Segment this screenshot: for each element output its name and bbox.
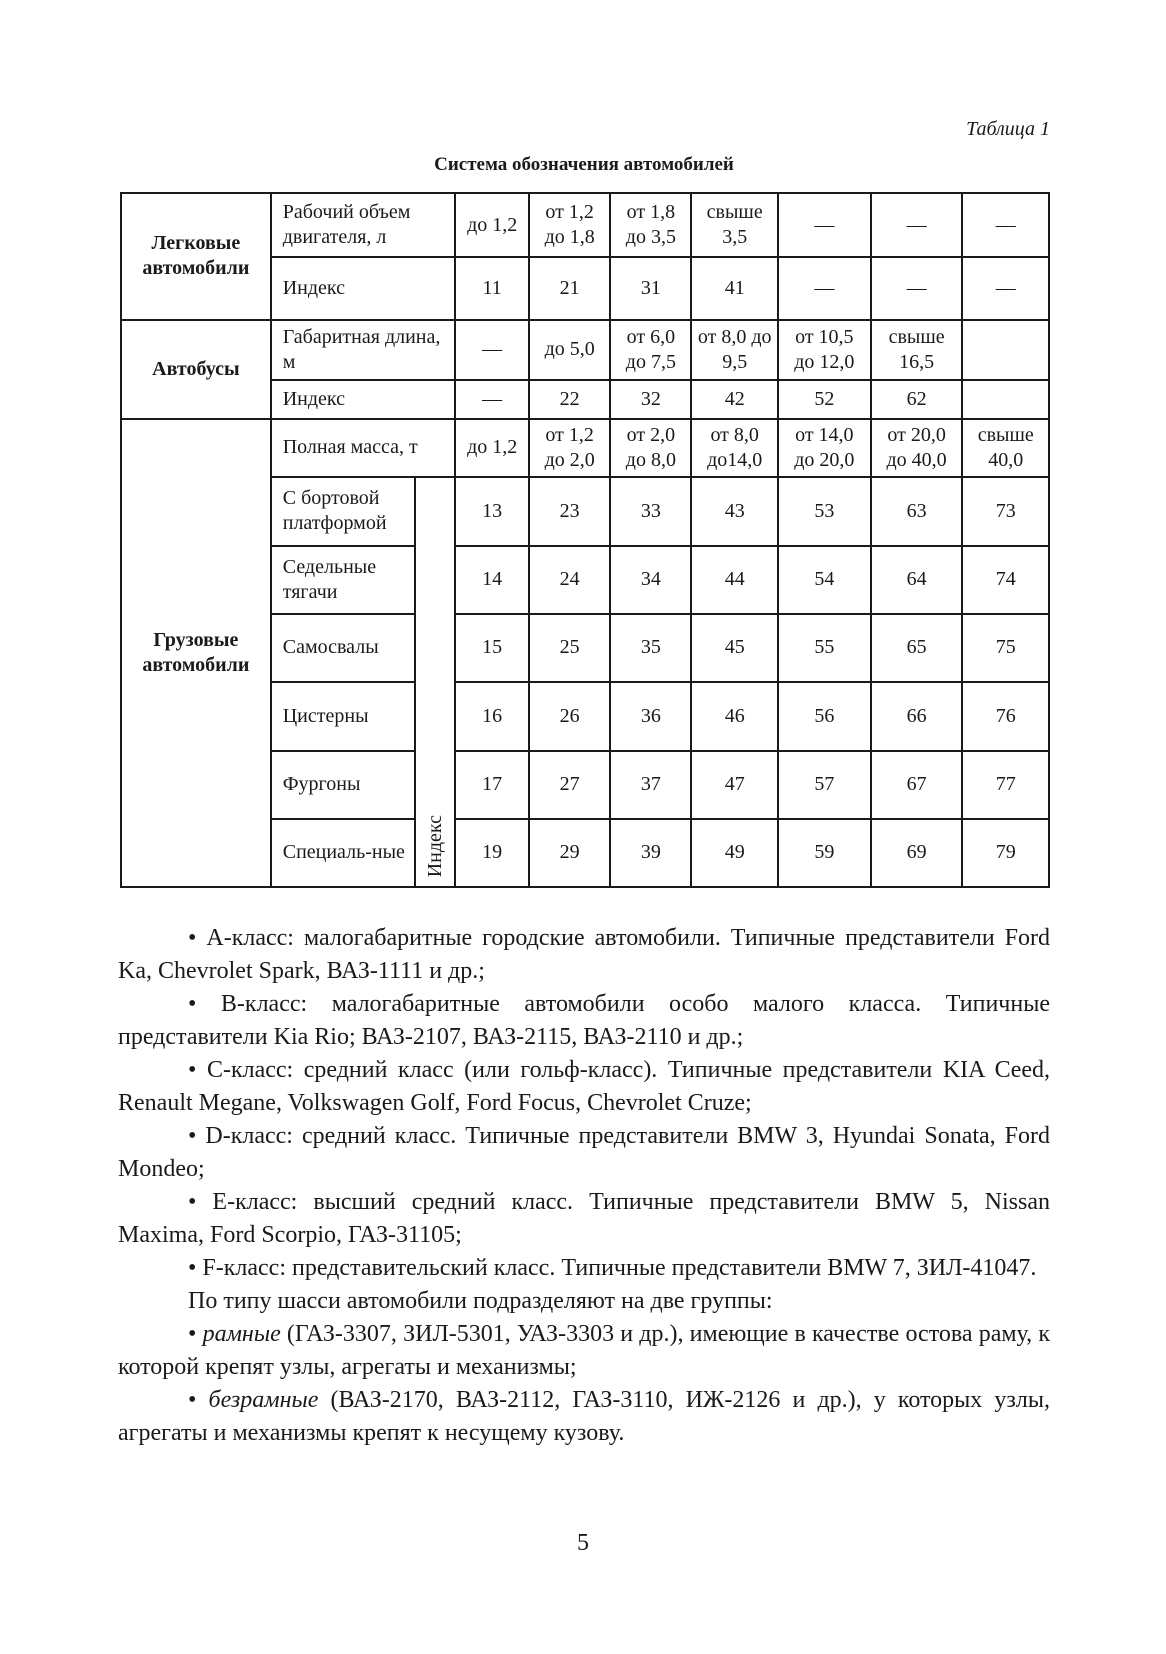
table-cell: 42 [691, 380, 777, 419]
table-cell: — [455, 320, 529, 380]
category-cars: Легковые автомобили [121, 193, 271, 320]
paragraph-frameless-text: (ВАЗ-2170, ВАЗ-2112, ГАЗ-3110, ИЖ-2126 и др.), у которых узлы, агрегаты и механизмы крепят к несущему кузову. [118, 1387, 1050, 1446]
table-cell: 15 [455, 614, 529, 682]
category-buses: Автобусы [121, 320, 271, 419]
table-cell: 34 [610, 546, 691, 614]
table-cell: 77 [962, 751, 1049, 819]
table-cell: 56 [778, 682, 871, 751]
paragraph-frameless [118, 1384, 1050, 1450]
table-cell: 37 [610, 751, 691, 819]
paragraph-class-a: • А-класс: малогабаритные городские автомобили. Типичные представители Ford Ka, Chevrolet Spark, ВАЗ-1111 и др.; [118, 925, 1050, 984]
table-cell: от 10,5 до 12,0 [778, 320, 871, 380]
bullet: • [188, 1321, 203, 1347]
page-number: 5 [577, 1530, 589, 1556]
table-cell: 76 [962, 682, 1049, 751]
param-cell: Седельные тягачи [271, 546, 415, 614]
param-cell: Индекс [271, 257, 456, 320]
table-cell: 29 [529, 819, 610, 887]
index-vertical-cell [415, 477, 455, 887]
table-cell: 74 [962, 546, 1049, 614]
table-cell: — [778, 257, 871, 320]
table-cell: 47 [691, 751, 777, 819]
table-cell: 69 [871, 819, 963, 887]
table-cell: 24 [529, 546, 610, 614]
table-title: Система обозначения автомобилей [434, 154, 734, 175]
paragraph-class-c: • С-класс: средний класс (или гольф-класс). Типичные представители KIA Ceed, Renault Megane, Volkswagen Golf, Ford Focus, Chevrolet Cruze; [118, 1057, 1050, 1116]
bullet: • [188, 1387, 209, 1413]
table-cell: 33 [610, 477, 691, 545]
paragraph-class-d: • D-класс: средний класс. Типичные представители BMW 3, Hyundai Sonata, Ford Mondeo; [118, 1123, 1050, 1182]
table-cell: от 1,2 до 2,0 [529, 419, 610, 478]
table-cell: 75 [962, 614, 1049, 682]
table-cell: от 8,0 до14,0 [691, 419, 777, 478]
param-cell: Самосвалы [271, 614, 415, 682]
table-cell: 27 [529, 751, 610, 819]
table-cell: 25 [529, 614, 610, 682]
table-cell: 31 [610, 257, 691, 320]
table-cell: 11 [455, 257, 529, 320]
paragraph-chassis-intro: По типу шасси автомобили подразделяют на две группы: [188, 1288, 773, 1314]
paragraph-frame [118, 1318, 1050, 1384]
table-cell: 63 [871, 477, 963, 545]
table-cell: 36 [610, 682, 691, 751]
table-cell: 21 [529, 257, 610, 320]
paragraph-class-b: • В-класс: малогабаритные автомобили особо малого класса. Типичные представители Kia Rio; ВАЗ-2107, ВАЗ-2115, ВАЗ-2110 и др.; [118, 991, 1050, 1050]
table-cell: 62 [871, 380, 963, 419]
table-cell: 44 [691, 546, 777, 614]
table-cell: 41 [691, 257, 777, 320]
body-text [118, 922, 1050, 1450]
table-cell: 22 [529, 380, 610, 419]
table-cell: 19 [455, 819, 529, 887]
category-trucks: Грузовые автомобили [121, 419, 271, 887]
table-cell: от 14,0 до 20,0 [778, 419, 871, 478]
table-cell: 16 [455, 682, 529, 751]
table-cell: 39 [610, 819, 691, 887]
table-cell: до 1,2 [455, 193, 529, 257]
table-cell: до 1,2 [455, 419, 529, 478]
paragraph-frame-text: (ГАЗ-3307, ЗИЛ-5301, УАЗ-3303 и др.), имеющие в качестве остова раму, к которой крепят узлы, агрегаты и механизмы; [118, 1321, 1050, 1380]
table-cell: — [455, 380, 529, 419]
table-row [121, 193, 1049, 257]
table-cell: 49 [691, 819, 777, 887]
table-cell [962, 320, 1049, 380]
table-cell: 23 [529, 477, 610, 545]
param-cell: Габаритная длина, м [271, 320, 456, 380]
table-cell: 64 [871, 546, 963, 614]
table-cell: 59 [778, 819, 871, 887]
param-cell: Цистерны [271, 682, 415, 751]
index-vertical-label: Индекс [423, 814, 446, 877]
table-cell: 46 [691, 682, 777, 751]
table-row [121, 320, 1049, 380]
table-cell: 43 [691, 477, 777, 545]
param-cell: Индекс [271, 380, 456, 419]
paragraph-class-e: • E-класс: высший средний класс. Типичные представители BMW 5, Nissan Maxima, Ford Scorpio, ГАЗ-31105; [118, 1189, 1050, 1248]
table-cell: 73 [962, 477, 1049, 545]
table-cell: — [871, 257, 963, 320]
table-cell: — [778, 193, 871, 257]
term-frameless: безрамные [208, 1387, 319, 1413]
table-cell: 67 [871, 751, 963, 819]
table-cell: 53 [778, 477, 871, 545]
table-cell: 35 [610, 614, 691, 682]
table-cell: от 6,0 до 7,5 [610, 320, 691, 380]
paragraph-class-f: • F-класс: представительский класс. Типичные представители BMW 7, ЗИЛ-41047. [188, 1255, 1037, 1281]
table-cell: 57 [778, 751, 871, 819]
table-cell: до 5,0 [529, 320, 610, 380]
table-cell: 55 [778, 614, 871, 682]
table-cell: — [962, 193, 1049, 257]
table-cell: 14 [455, 546, 529, 614]
table-cell: 79 [962, 819, 1049, 887]
table-cell: от 20,0 до 40,0 [871, 419, 963, 478]
table-cell: 32 [610, 380, 691, 419]
vehicle-designation-table [120, 192, 1050, 888]
table-cell: от 8,0 до 9,5 [691, 320, 777, 380]
table-cell: — [871, 193, 963, 257]
table-cell: 52 [778, 380, 871, 419]
table-row [121, 419, 1049, 478]
table-cell: 26 [529, 682, 610, 751]
table-cell: от 2,0 до 8,0 [610, 419, 691, 478]
param-cell: Полная масса, т [271, 419, 456, 478]
table-cell [962, 380, 1049, 419]
param-cell: Рабочий объем двигателя, л [271, 193, 456, 257]
table-cell: свыше 40,0 [962, 419, 1049, 478]
param-cell: Специаль-ные [271, 819, 415, 887]
param-cell: Фургоны [271, 751, 415, 819]
table-cell: свыше 16,5 [871, 320, 963, 380]
table-cell: 54 [778, 546, 871, 614]
table-cell: от 1,8 до 3,5 [610, 193, 691, 257]
table-caption: Таблица 1 [966, 118, 1050, 140]
table-cell: 66 [871, 682, 963, 751]
term-frame: рамные [202, 1321, 281, 1347]
table-cell: 65 [871, 614, 963, 682]
table-cell: от 1,2 до 1,8 [529, 193, 610, 257]
table-cell: 17 [455, 751, 529, 819]
table-cell: — [962, 257, 1049, 320]
param-cell: С бортовой платформой [271, 477, 415, 545]
table-cell: 45 [691, 614, 777, 682]
table-cell: 13 [455, 477, 529, 545]
table-cell: свыше 3,5 [691, 193, 777, 257]
